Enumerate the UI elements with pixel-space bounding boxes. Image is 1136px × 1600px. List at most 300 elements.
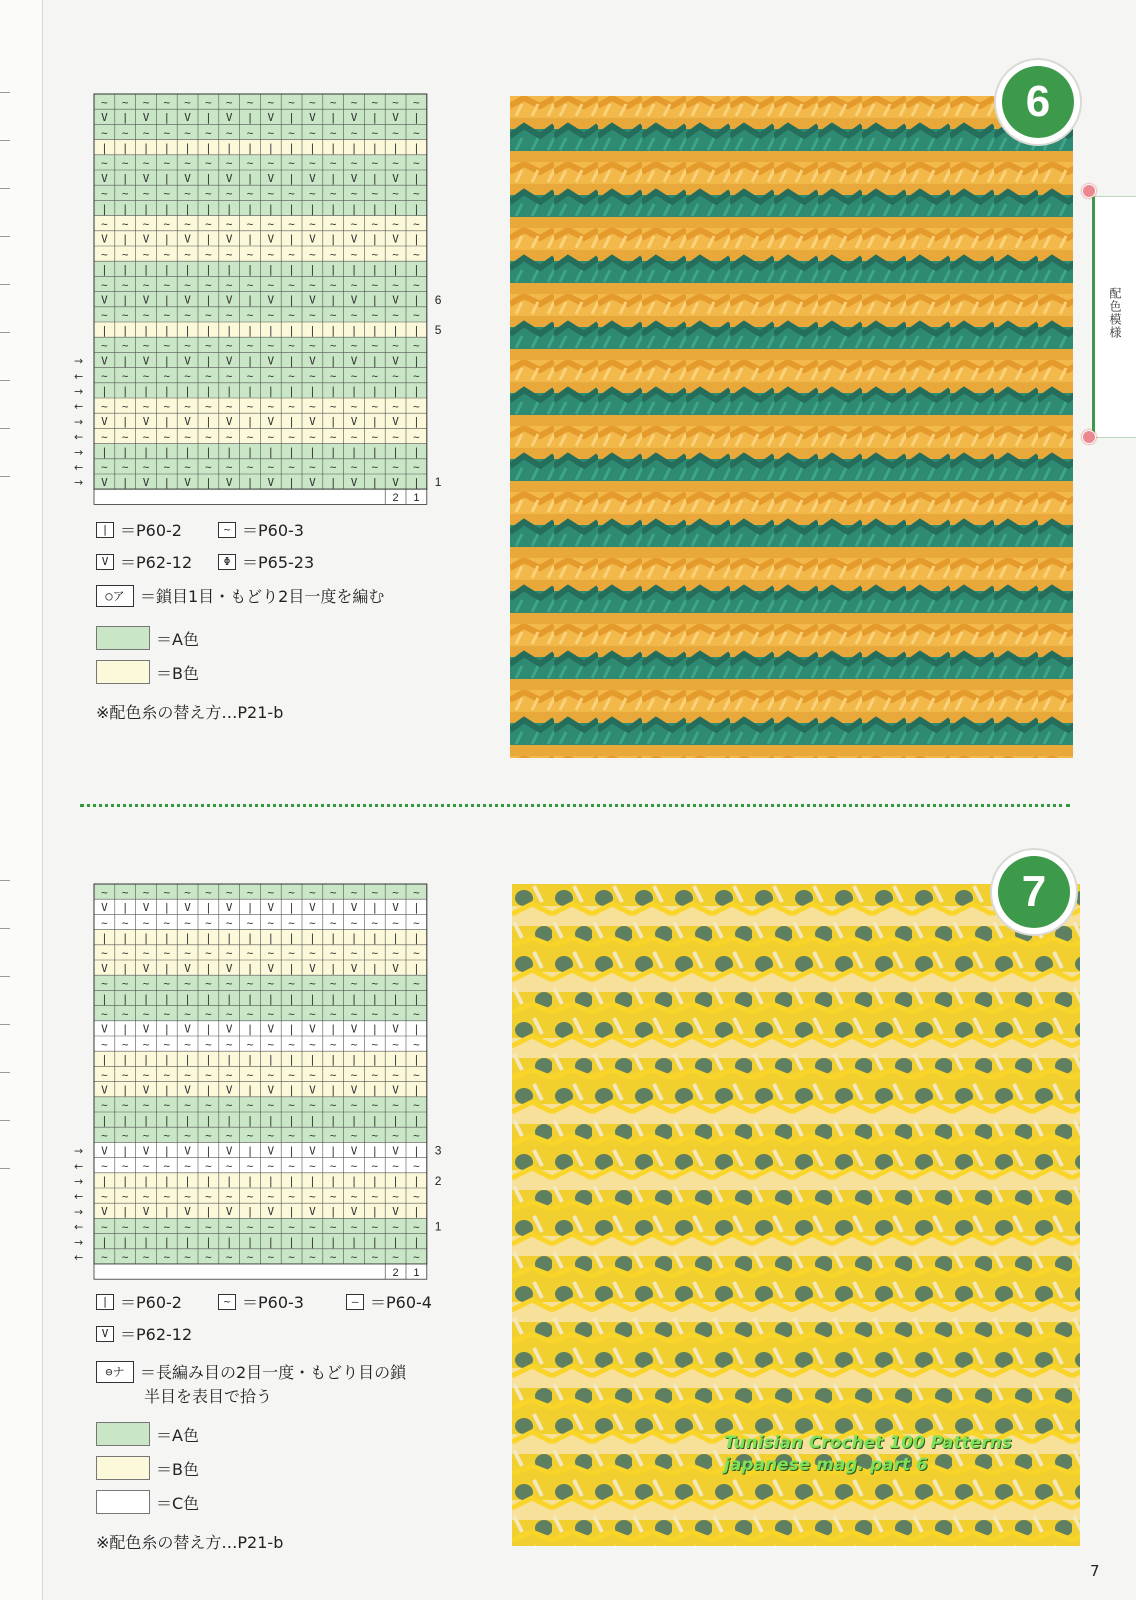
chart-stitch-symbol: |	[309, 384, 316, 398]
chart-stitch-symbol: ~	[267, 187, 275, 201]
chart-stitch-symbol: |	[350, 384, 358, 398]
chart-stitch-symbol: |	[392, 1053, 399, 1067]
chart-stitch-symbol: |	[246, 961, 254, 975]
chart-stitch-symbol: |	[246, 263, 254, 277]
chart-stitch-symbol: |	[142, 202, 150, 216]
chart-stitch-symbol: ~	[329, 156, 337, 170]
pattern-6-swatch-photo	[510, 96, 1073, 758]
chart-stitch-symbol: ~	[142, 1159, 150, 1173]
chart-stitch-symbol: ~	[267, 430, 275, 444]
chart-stitch-symbol: ~	[142, 460, 150, 474]
chart-stitch-symbol: ~	[246, 1098, 254, 1112]
chart-stitch-symbol: ~	[184, 187, 191, 201]
chart-stitch-symbol: |	[309, 1053, 316, 1067]
chart-stitch-symbol: |	[329, 232, 337, 246]
chart-stitch-symbol: ~	[246, 460, 254, 474]
chart-stitch-symbol: ~	[101, 1037, 108, 1051]
chart-stitch-symbol: ~	[225, 217, 233, 231]
chart-stitch-symbol: |	[121, 384, 129, 398]
chart-stitch-symbol: ~	[225, 977, 233, 991]
chart-stitch-symbol: ~	[413, 187, 420, 201]
chart-stitch-symbol: ~	[163, 126, 171, 140]
stitch-symbol-icon: |	[96, 522, 114, 538]
chart-stitch-symbol: |	[163, 1083, 171, 1097]
chart-stitch-symbol: ~	[371, 247, 379, 261]
chart-stitch-symbol: ~	[184, 126, 191, 140]
chart-stitch-symbol: ~	[267, 95, 275, 109]
chart-stitch-symbol: ~	[371, 1098, 379, 1112]
chart-stitch-symbol: ~	[371, 1159, 379, 1173]
chart-stitch-symbol: V	[101, 171, 108, 185]
chart-stitch-symbol: ~	[225, 278, 233, 292]
chart-stitch-symbol: |	[371, 931, 379, 945]
chart-stitch-symbol: V	[350, 961, 358, 975]
chart-stitch-symbol: |	[329, 475, 337, 489]
chart-stitch-symbol: ~	[184, 1098, 191, 1112]
chart-stitch-symbol: V	[350, 171, 358, 185]
chart-stitch-symbol: V	[184, 354, 191, 368]
chart-stitch-symbol: ~	[225, 308, 233, 322]
chart-stitch-symbol: ~	[371, 217, 379, 231]
chart-stitch-symbol: V	[184, 111, 191, 125]
chart-stitch-symbol: |	[267, 323, 275, 337]
chart-stitch-symbol: |	[142, 992, 150, 1006]
chart-stitch-symbol: ~	[371, 460, 379, 474]
chart-stitch-symbol: ~	[225, 1068, 233, 1082]
chart-stitch-symbol: ~	[329, 217, 337, 231]
chart-row-number: 2	[434, 1173, 442, 1188]
chart-stitch-symbol: ~	[267, 308, 275, 322]
chart-stitch-symbol: |	[267, 1235, 275, 1249]
stitch-symbol-icon: ○ア	[96, 585, 134, 607]
chart-stitch-symbol: ~	[288, 399, 295, 413]
chart-stitch-symbol: ~	[288, 977, 295, 991]
chart-stitch-symbol: |	[142, 1235, 150, 1249]
chart-stitch-symbol: ~	[309, 885, 316, 899]
chart-stitch-symbol: ~	[350, 156, 358, 170]
chart-stitch-symbol: |	[413, 384, 420, 398]
chart-stitch-symbol: ~	[121, 1068, 129, 1082]
chart-stitch-symbol: |	[205, 1022, 212, 1036]
stitch-symbol-icon: |	[96, 1294, 114, 1310]
chart-stitch-symbol: |	[371, 475, 379, 489]
chart-stitch-symbol: ~	[288, 1220, 295, 1234]
chart-stitch-symbol: V	[392, 1205, 399, 1219]
chart-stitch-symbol: ~	[350, 1220, 358, 1234]
chart-stitch-symbol: |	[225, 931, 233, 945]
chart-stitch-symbol: ~	[350, 885, 358, 899]
chart-stitch-symbol: ~	[329, 1007, 337, 1021]
chart-stitch-symbol: ~	[413, 946, 420, 960]
chart-stitch-symbol: |	[329, 202, 337, 216]
chart-stitch-symbol: ~	[329, 278, 337, 292]
chart-stitch-symbol: ~	[205, 946, 212, 960]
chart-stitch-symbol: |	[101, 1113, 108, 1127]
chart-stitch-symbol: ~	[371, 1037, 379, 1051]
chart-stitch-symbol: ~	[246, 1189, 254, 1203]
chart-stitch-symbol: |	[329, 415, 337, 429]
chart-stitch-symbol: |	[205, 931, 212, 945]
chart-stitch-symbol: ~	[142, 1037, 150, 1051]
chart-row-number: 5	[434, 323, 442, 338]
chart-stitch-symbol: ~	[371, 187, 379, 201]
chart-stitch-symbol: ~	[413, 399, 420, 413]
chart-stitch-symbol: ~	[184, 1037, 191, 1051]
chart-stitch-symbol: |	[121, 171, 129, 185]
chart-stitch-symbol: |	[371, 415, 379, 429]
chart-stitch-symbol: ~	[267, 217, 275, 231]
chart-stitch-symbol: ~	[371, 977, 379, 991]
chart-direction-arrow: →	[74, 445, 84, 459]
chart-stitch-symbol: ~	[101, 946, 108, 960]
chart-stitch-symbol: ~	[246, 369, 254, 383]
chart-stitch-symbol: |	[246, 384, 254, 398]
chart-stitch-symbol: |	[121, 992, 129, 1006]
chart-stitch-symbol: V	[392, 111, 399, 125]
chart-stitch-symbol: ~	[225, 1220, 233, 1234]
chart-stitch-symbol: ~	[350, 1159, 358, 1173]
chart-stitch-symbol: ~	[205, 1098, 212, 1112]
chart-stitch-symbol: |	[371, 232, 379, 246]
chart-stitch-symbol: |	[205, 901, 212, 915]
chart-stitch-symbol: ~	[101, 278, 108, 292]
chart-stitch-symbol: ~	[288, 156, 295, 170]
legend-symbol-p62-12: V ＝P62-12	[96, 1322, 192, 1345]
chart-stitch-symbol: V	[225, 293, 233, 307]
chart-stitch-symbol: |	[205, 992, 212, 1006]
chart-stitch-symbol: |	[225, 384, 233, 398]
chart-stitch-symbol: ~	[309, 399, 316, 413]
chart-stitch-symbol: |	[225, 445, 233, 459]
chart-stitch-symbol: ~	[225, 126, 233, 140]
chart-stitch-symbol: |	[121, 931, 129, 945]
chart-stitch-symbol: V	[392, 232, 399, 246]
chart-stitch-symbol: ~	[392, 1129, 399, 1143]
chart-stitch-symbol: ~	[413, 339, 420, 353]
chart-stitch-symbol: |	[163, 961, 171, 975]
chart-stitch-symbol: ~	[350, 1068, 358, 1082]
chart-stitch-symbol: V	[101, 1022, 108, 1036]
chart-stitch-symbol: ~	[288, 1068, 295, 1082]
chart-stitch-symbol: ~	[246, 1159, 254, 1173]
chart-stitch-symbol: |	[246, 1022, 254, 1036]
section-side-tab[interactable]	[1092, 196, 1136, 438]
chart-stitch-symbol: ~	[142, 946, 150, 960]
chart-stitch-symbol: ~	[267, 1037, 275, 1051]
chart-stitch-symbol: |	[142, 445, 150, 459]
chart-stitch-symbol: |	[101, 263, 108, 277]
chart-stitch-symbol: |	[413, 1022, 420, 1036]
chart-stitch-symbol: ~	[205, 916, 212, 930]
chart-stitch-symbol: V	[267, 111, 275, 125]
chart-stitch-symbol: |	[163, 445, 171, 459]
chart-stitch-symbol: |	[413, 323, 420, 337]
chart-stitch-symbol: ~	[309, 1037, 316, 1051]
chart-stitch-symbol: V	[184, 475, 191, 489]
chart-stitch-symbol: |	[101, 202, 108, 216]
color-change-note: ※配色糸の替え方…P21-b	[96, 703, 284, 722]
chart-stitch-symbol: |	[121, 232, 129, 246]
chart-stitch-symbol: V	[267, 475, 275, 489]
chart-stitch-symbol: ~	[413, 95, 420, 109]
chart-stitch-symbol: ~	[184, 1220, 191, 1234]
chart-stitch-symbol: |	[246, 293, 254, 307]
chart-stitch-symbol: ~	[288, 460, 295, 474]
chart-stitch-symbol: V	[309, 475, 316, 489]
chart-stitch-symbol: ~	[184, 247, 191, 261]
chart-stitch-symbol: ~	[413, 217, 420, 231]
color-swatch-c	[96, 1490, 150, 1514]
chart-stitch-symbol: ~	[184, 339, 191, 353]
chart-stitch-symbol: ~	[267, 1220, 275, 1234]
chart-direction-arrow: →	[74, 476, 84, 490]
chart-stitch-symbol: ~	[371, 369, 379, 383]
chart-stitch-symbol: |	[288, 1022, 295, 1036]
chart-stitch-symbol: ~	[163, 369, 171, 383]
chart-stitch-symbol: |	[413, 141, 420, 155]
stitch-symbol-icon: ⊖ナ	[96, 1361, 134, 1383]
chart-stitch-symbol: ~	[163, 1129, 171, 1143]
chart-stitch-symbol: ~	[121, 977, 129, 991]
chart-stitch-symbol: |	[142, 1053, 150, 1067]
chart-stitch-symbol: |	[184, 992, 191, 1006]
chart-stitch-symbol: |	[288, 1053, 295, 1067]
chart-stitch-symbol: ~	[184, 156, 191, 170]
legend-special-stitch: ⊖ナ ＝長編み目の2目一度・もどり目の鎖	[96, 1360, 406, 1383]
chart-stitch-symbol: |	[101, 1235, 108, 1249]
chart-stitch-symbol: ~	[205, 1007, 212, 1021]
chart-stitch-symbol: ~	[225, 247, 233, 261]
chart-stitch-symbol: |	[350, 1053, 358, 1067]
chart-stitch-symbol: ~	[121, 1007, 129, 1021]
chart-stitch-symbol: ~	[350, 430, 358, 444]
chart-stitch-symbol: ~	[309, 1068, 316, 1082]
chart-stitch-symbol: ~	[101, 187, 108, 201]
chart-stitch-symbol: ~	[267, 946, 275, 960]
chart-stitch-symbol: ~	[101, 369, 108, 383]
chart-direction-arrow: →	[74, 1235, 84, 1249]
chart-stitch-symbol: |	[246, 901, 254, 915]
chart-stitch-symbol: |	[225, 263, 233, 277]
chart-stitch-symbol: ~	[184, 1250, 191, 1264]
chart-stitch-symbol: ~	[246, 1220, 254, 1234]
chart-stitch-symbol: V	[101, 901, 108, 915]
chart-stitch-symbol: ~	[413, 977, 420, 991]
chart-stitch-symbol: ~	[309, 1220, 316, 1234]
chart-stitch-symbol: ~	[121, 156, 129, 170]
color-change-note: ※配色糸の替え方…P21-b	[96, 1533, 284, 1552]
chart-stitch-symbol: ~	[371, 430, 379, 444]
chart-stitch-symbol: ~	[121, 1098, 129, 1112]
pattern-number-7: 7	[998, 856, 1070, 928]
chart-stitch-symbol: V	[309, 1144, 316, 1158]
chart-stitch-symbol: ~	[121, 916, 129, 930]
stitch-symbol-icon: –	[346, 1294, 364, 1310]
chart-stitch-symbol: ~	[267, 126, 275, 140]
chart-stitch-symbol: ~	[142, 1098, 150, 1112]
chart-stitch-symbol: |	[413, 445, 420, 459]
chart-stitch-symbol: ~	[163, 156, 171, 170]
chart-direction-arrow: ←	[74, 1159, 84, 1173]
chart-stitch-symbol: |	[371, 1174, 379, 1188]
chart-stitch-symbol: |	[267, 1174, 275, 1188]
chart-stitch-symbol: ~	[163, 916, 171, 930]
pattern-number-6: 6	[1002, 66, 1074, 138]
chart-direction-arrow: →	[74, 415, 84, 429]
chart-stitch-symbol: |	[288, 232, 295, 246]
knitted-swatch-image	[510, 96, 1073, 758]
chart-stitch-symbol: ~	[246, 1068, 254, 1082]
chart-stitch-symbol: ~	[163, 1189, 171, 1203]
chart-stitch-symbol: |	[184, 1053, 191, 1067]
chart-stitch-symbol: |	[371, 1083, 379, 1097]
legend-color-a: ＝A色	[96, 626, 199, 650]
chart-stitch-symbol: |	[101, 992, 108, 1006]
chart-stitch-symbol: |	[350, 141, 358, 155]
chart-stitch-symbol: |	[371, 1022, 379, 1036]
chart-stitch-symbol: ~	[309, 1098, 316, 1112]
chart-stitch-symbol: V	[225, 111, 233, 125]
chart-stitch-symbol: |	[288, 901, 295, 915]
chart-stitch-symbol: |	[121, 1174, 129, 1188]
chart-stitch-symbol: |	[413, 1235, 420, 1249]
chart-stitch-symbol: |	[267, 202, 275, 216]
chart-stitch-symbol: ~	[163, 308, 171, 322]
chart-stitch-symbol: |	[205, 111, 212, 125]
chart-stitch-symbol: V	[142, 232, 150, 246]
chart-stitch-symbol: ~	[309, 217, 316, 231]
legend-symbol-p65-23: Φ ＝P65-23	[218, 550, 314, 573]
chart-stitch-symbol: |	[205, 1205, 212, 1219]
chart-column-number-strip	[94, 1264, 427, 1279]
chart-stitch-symbol: ~	[350, 399, 358, 413]
chart-stitch-symbol: V	[309, 415, 316, 429]
chart-stitch-symbol: ~	[225, 187, 233, 201]
chart-stitch-symbol: |	[392, 1174, 399, 1188]
chart-stitch-symbol: |	[205, 263, 212, 277]
chart-stitch-symbol: ~	[142, 1068, 150, 1082]
legend-color-a: ＝A色	[96, 1422, 199, 1446]
chart-stitch-symbol: V	[225, 1083, 233, 1097]
chart-stitch-symbol: |	[288, 475, 295, 489]
chart-stitch-symbol: ~	[392, 977, 399, 991]
color-swatch-b	[96, 660, 150, 684]
chart-stitch-symbol: ~	[225, 95, 233, 109]
legend-symbol-p60-3: ~ ＝P60-3	[218, 1290, 304, 1313]
chart-stitch-symbol: |	[246, 475, 254, 489]
chart-stitch-symbol: ~	[205, 1189, 212, 1203]
chart-stitch-symbol: |	[225, 323, 233, 337]
chart-stitch-symbol: ~	[288, 126, 295, 140]
chart-stitch-symbol: ~	[121, 95, 129, 109]
chart-stitch-symbol: |	[163, 323, 171, 337]
chart-stitch-symbol: |	[205, 384, 212, 398]
chart-stitch-symbol: |	[309, 323, 316, 337]
chart-stitch-symbol: |	[413, 171, 420, 185]
chart-stitch-symbol: ~	[288, 430, 295, 444]
chart-stitch-symbol: |	[205, 415, 212, 429]
chart-column-number-strip	[94, 489, 427, 504]
chart-stitch-symbol: |	[246, 1083, 254, 1097]
chart-stitch-symbol: ~	[163, 1037, 171, 1051]
chart-stitch-symbol: ~	[101, 399, 108, 413]
chart-stitch-symbol: ~	[309, 1189, 316, 1203]
chart-stitch-symbol: ~	[329, 977, 337, 991]
chart-stitch-symbol: ~	[225, 460, 233, 474]
tab-dot-bottom	[1082, 430, 1096, 444]
chart-stitch-symbol: ~	[121, 1189, 129, 1203]
chart-stitch-symbol: ~	[101, 156, 108, 170]
chart-stitch-symbol: ~	[246, 885, 254, 899]
chart-stitch-symbol: |	[371, 354, 379, 368]
chart-stitch-symbol: |	[205, 293, 212, 307]
stitch-symbol-icon: ~	[218, 522, 236, 538]
chart-stitch-symbol: ~	[163, 399, 171, 413]
chart-stitch-symbol: |	[163, 1144, 171, 1158]
legend-symbol-p60-2: | ＝P60-2	[96, 1290, 182, 1313]
chart-stitch-symbol: ~	[205, 217, 212, 231]
chart-stitch-symbol: |	[329, 931, 337, 945]
chart-stitch-symbol: ~	[121, 369, 129, 383]
chart-stitch-symbol: V	[267, 354, 275, 368]
chart-stitch-symbol: ~	[309, 278, 316, 292]
chart-stitch-symbol: |	[205, 1083, 212, 1097]
chart-stitch-symbol: V	[350, 354, 358, 368]
chart-stitch-symbol: ~	[225, 1159, 233, 1173]
chart-stitch-symbol: |	[246, 141, 254, 155]
chart-stitch-symbol: |	[371, 961, 379, 975]
chart-stitch-symbol: ~	[121, 339, 129, 353]
chart-stitch-symbol: ~	[392, 156, 399, 170]
chart-stitch-symbol: ~	[371, 308, 379, 322]
chart-stitch-symbol: ~	[246, 187, 254, 201]
chart-stitch-symbol: ~	[163, 217, 171, 231]
chart-stitch-symbol: ~	[350, 187, 358, 201]
chart-stitch-symbol: ~	[288, 278, 295, 292]
chart-stitch-symbol: ~	[413, 308, 420, 322]
color-swatch-b	[96, 1456, 150, 1480]
chart-stitch-symbol: ~	[101, 1129, 108, 1143]
chart-stitch-symbol: |	[350, 445, 358, 459]
chart-stitch-symbol: ~	[267, 1159, 275, 1173]
chart-stitch-symbol: |	[371, 323, 379, 337]
chart-stitch-symbol: V	[142, 1205, 150, 1219]
chart-stitch-symbol: ~	[246, 399, 254, 413]
chart-stitch-symbol: |	[121, 202, 129, 216]
chart-stitch-symbol: ~	[329, 95, 337, 109]
chart-stitch-symbol: |	[121, 354, 129, 368]
chart-stitch-symbol: |	[371, 1205, 379, 1219]
chart-stitch-symbol: ~	[267, 399, 275, 413]
chart-stitch-symbol: ~	[142, 977, 150, 991]
chart-stitch-symbol: ~	[371, 278, 379, 292]
chart-stitch-symbol: ~	[371, 126, 379, 140]
chart-stitch-symbol: ~	[392, 1098, 399, 1112]
chart-stitch-symbol: |	[288, 263, 295, 277]
chart-stitch-symbol: |	[288, 354, 295, 368]
chart-stitch-symbol: |	[350, 1174, 358, 1188]
chart-row-number: 3	[434, 1143, 442, 1158]
chart-stitch-symbol: ~	[163, 1220, 171, 1234]
chart-stitch-symbol: |	[413, 202, 420, 216]
chart-column-number: 1	[413, 1266, 420, 1279]
chart-stitch-symbol: |	[121, 141, 129, 155]
chart-stitch-symbol: ~	[371, 95, 379, 109]
chart-stitch-symbol: |	[101, 141, 108, 155]
chart-stitch-symbol: |	[184, 384, 191, 398]
chart-stitch-symbol: |	[246, 1113, 254, 1127]
chart-stitch-symbol: V	[184, 901, 191, 915]
